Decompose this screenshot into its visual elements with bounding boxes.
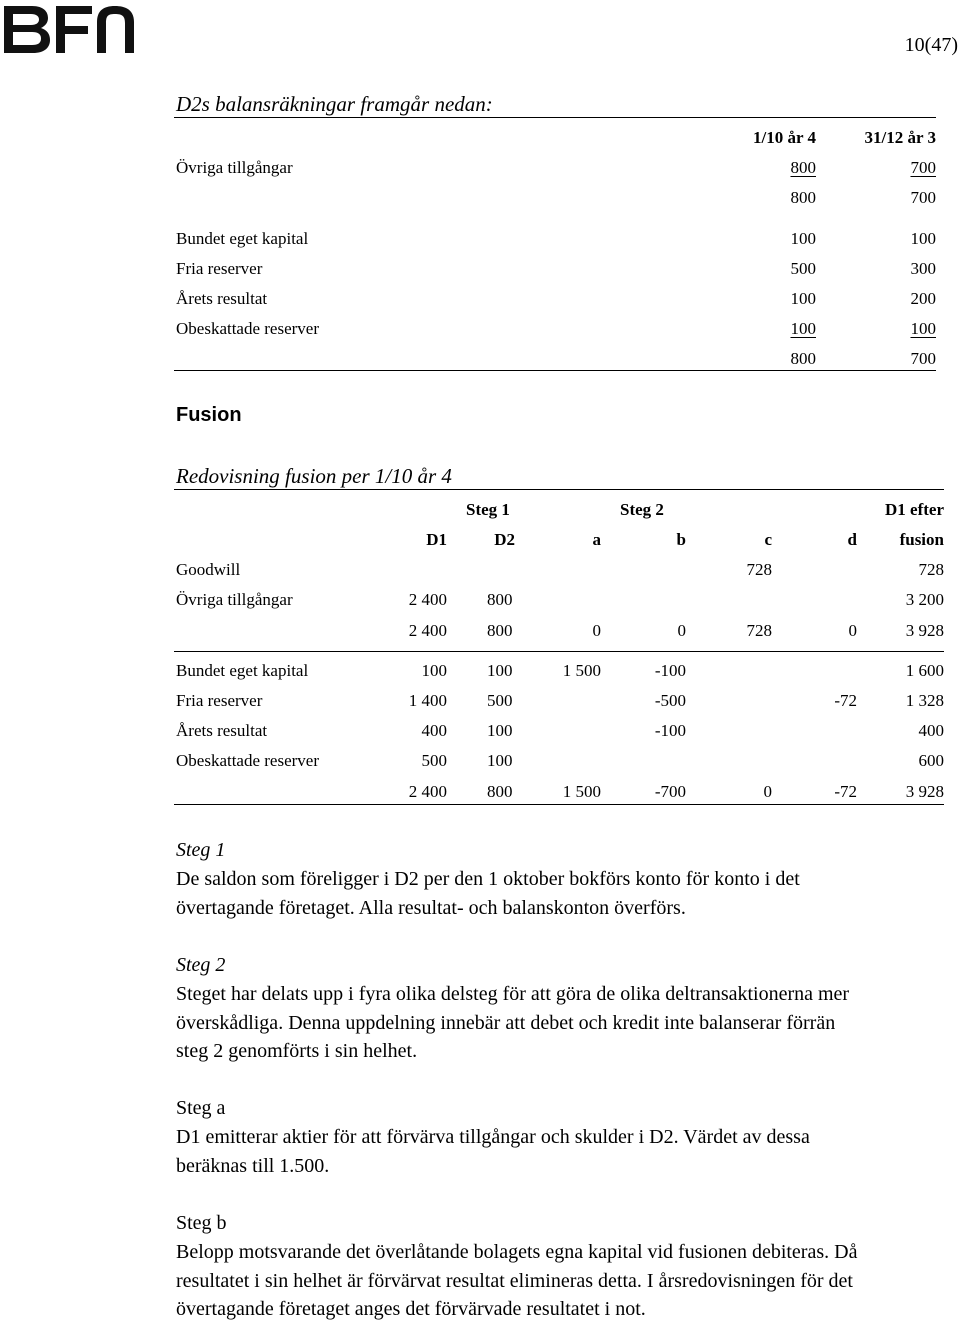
bfn-logo <box>2 2 138 56</box>
value-cell: 300 <box>910 259 936 278</box>
value-cell: 100 <box>790 229 816 248</box>
value-cell: 800 <box>790 188 816 207</box>
value-cell: 1 328 <box>905 691 944 710</box>
value-cell: 0 <box>592 621 601 640</box>
balance-title: D2s balansräkningar framgår nedan: <box>176 92 493 116</box>
value-cell: 800 <box>487 621 513 640</box>
step-text: resultatet i sin helhet är förvärvat resultat elimineras detta. I årsredovisningen för det <box>176 1269 853 1292</box>
value-cell: 1 500 <box>562 782 601 801</box>
step-title: Steg b <box>176 1212 227 1234</box>
value-cell: 100 <box>487 751 513 770</box>
value-cell: 728 <box>746 560 772 579</box>
value-cell: 3 928 <box>905 621 944 640</box>
step-text: övertagande företaget. Alla resultat- och balanskonton överförs. <box>176 896 686 919</box>
value-cell: 0 <box>677 621 686 640</box>
value-cell: -100 <box>654 721 686 740</box>
row-label: Årets resultat <box>176 721 268 740</box>
row-label: Bundet eget kapital <box>176 229 309 248</box>
value-cell: 100 <box>421 661 447 680</box>
value-cell: 100 <box>487 721 513 740</box>
value-cell: 728 <box>746 621 772 640</box>
step-text: Belopp motsvarande det överlåtande bolagets egna kapital vid fusionen debiteras. Då <box>176 1241 858 1263</box>
value-cell: 800 <box>790 158 816 177</box>
value-cell: -700 <box>654 782 686 801</box>
value-cell: 800 <box>790 349 816 368</box>
divider <box>174 370 936 371</box>
value-cell: -72 <box>834 782 857 801</box>
row-label: Bundet eget kapital <box>176 661 309 680</box>
balance-col-header: 1/10 år 4 <box>753 128 816 147</box>
row-label: Fria reserver <box>176 259 263 278</box>
row-label: Obeskattade reserver <box>176 751 320 770</box>
value-cell: 100 <box>910 319 936 338</box>
value-cell: 500 <box>790 259 816 278</box>
col-header: D1 <box>426 530 447 549</box>
value-cell: 800 <box>487 590 513 609</box>
step-text: övertagande företaget anges det förvärvade resultatet i not. <box>176 1298 646 1320</box>
value-cell: 1 400 <box>408 691 447 710</box>
value-cell: 700 <box>910 349 936 368</box>
value-cell: 0 <box>848 621 857 640</box>
step-text: D1 emitterar aktier för att förvärva tillgångar och skulder i D2. Värdet av dessa <box>176 1126 810 1148</box>
col-header: fusion <box>899 530 944 549</box>
value-cell: 3 928 <box>905 782 944 801</box>
value-cell: 500 <box>487 691 513 710</box>
step-text: De saldon som föreligger i D2 per den 1 oktober bokförs konto för konto i det <box>176 868 800 890</box>
value-cell: 400 <box>918 721 944 740</box>
col-header: d <box>847 530 857 549</box>
value-cell: 728 <box>918 560 944 579</box>
step-title: Steg 2 <box>176 954 226 976</box>
group-header-steg2: Steg 2 <box>620 500 664 519</box>
value-cell: -500 <box>654 691 686 710</box>
value-cell: 2 400 <box>408 782 447 801</box>
step-title: Steg a <box>176 1097 226 1119</box>
value-cell: -100 <box>654 661 686 680</box>
fusion-subtitle: Redovisning fusion per 1/10 år 4 <box>176 464 452 488</box>
page-number: 10(47) <box>904 34 958 56</box>
step-text: beräknas till 1.500. <box>176 1154 330 1177</box>
col-header: D2 <box>494 530 515 549</box>
col-header: b <box>676 530 686 549</box>
step-text: överskådliga. Denna uppdelning innebär att debet och kredit inte balanserar förrän <box>176 1011 836 1034</box>
value-cell: 100 <box>790 319 816 338</box>
row-label: Obeskattade reserver <box>176 319 320 338</box>
divider <box>174 804 944 805</box>
row-label: Övriga tillgångar <box>176 158 293 177</box>
value-cell: 1 600 <box>905 661 944 680</box>
step-text: steg 2 genomförts i sin helhet. <box>176 1040 418 1062</box>
step-text: Steget har delats upp i fyra olika delsteg för att göra de olika deltransaktionerna mer <box>176 983 850 1005</box>
value-cell: 200 <box>910 289 936 308</box>
value-cell: 700 <box>910 158 936 177</box>
divider <box>174 651 944 652</box>
value-cell: 2 400 <box>408 590 447 609</box>
value-cell: 2 400 <box>408 621 447 640</box>
fusion-heading: Fusion <box>176 404 242 426</box>
row-label: Övriga tillgångar <box>176 590 293 609</box>
group-header-d1efter: D1 efter <box>885 500 944 519</box>
row-label: Goodwill <box>176 560 241 579</box>
divider <box>174 489 944 490</box>
value-cell: 0 <box>763 782 772 801</box>
group-header-steg1: Steg 1 <box>466 500 510 519</box>
value-cell: 400 <box>421 721 447 740</box>
value-cell: -72 <box>834 691 857 710</box>
row-label: Fria reserver <box>176 691 263 710</box>
balance-col-header: 31/12 år 3 <box>864 128 936 147</box>
row-label: Årets resultat <box>176 289 268 308</box>
value-cell: 100 <box>910 229 936 248</box>
col-header: c <box>764 530 772 549</box>
value-cell: 500 <box>421 751 447 770</box>
value-cell: 100 <box>487 661 513 680</box>
value-cell: 600 <box>918 751 944 770</box>
value-cell: 700 <box>910 188 936 207</box>
divider <box>174 117 936 118</box>
value-cell: 3 200 <box>905 590 944 609</box>
value-cell: 1 500 <box>562 661 601 680</box>
value-cell: 100 <box>790 289 816 308</box>
value-cell: 800 <box>487 782 513 801</box>
step-title: Steg 1 <box>176 839 226 861</box>
col-header: a <box>592 530 601 549</box>
